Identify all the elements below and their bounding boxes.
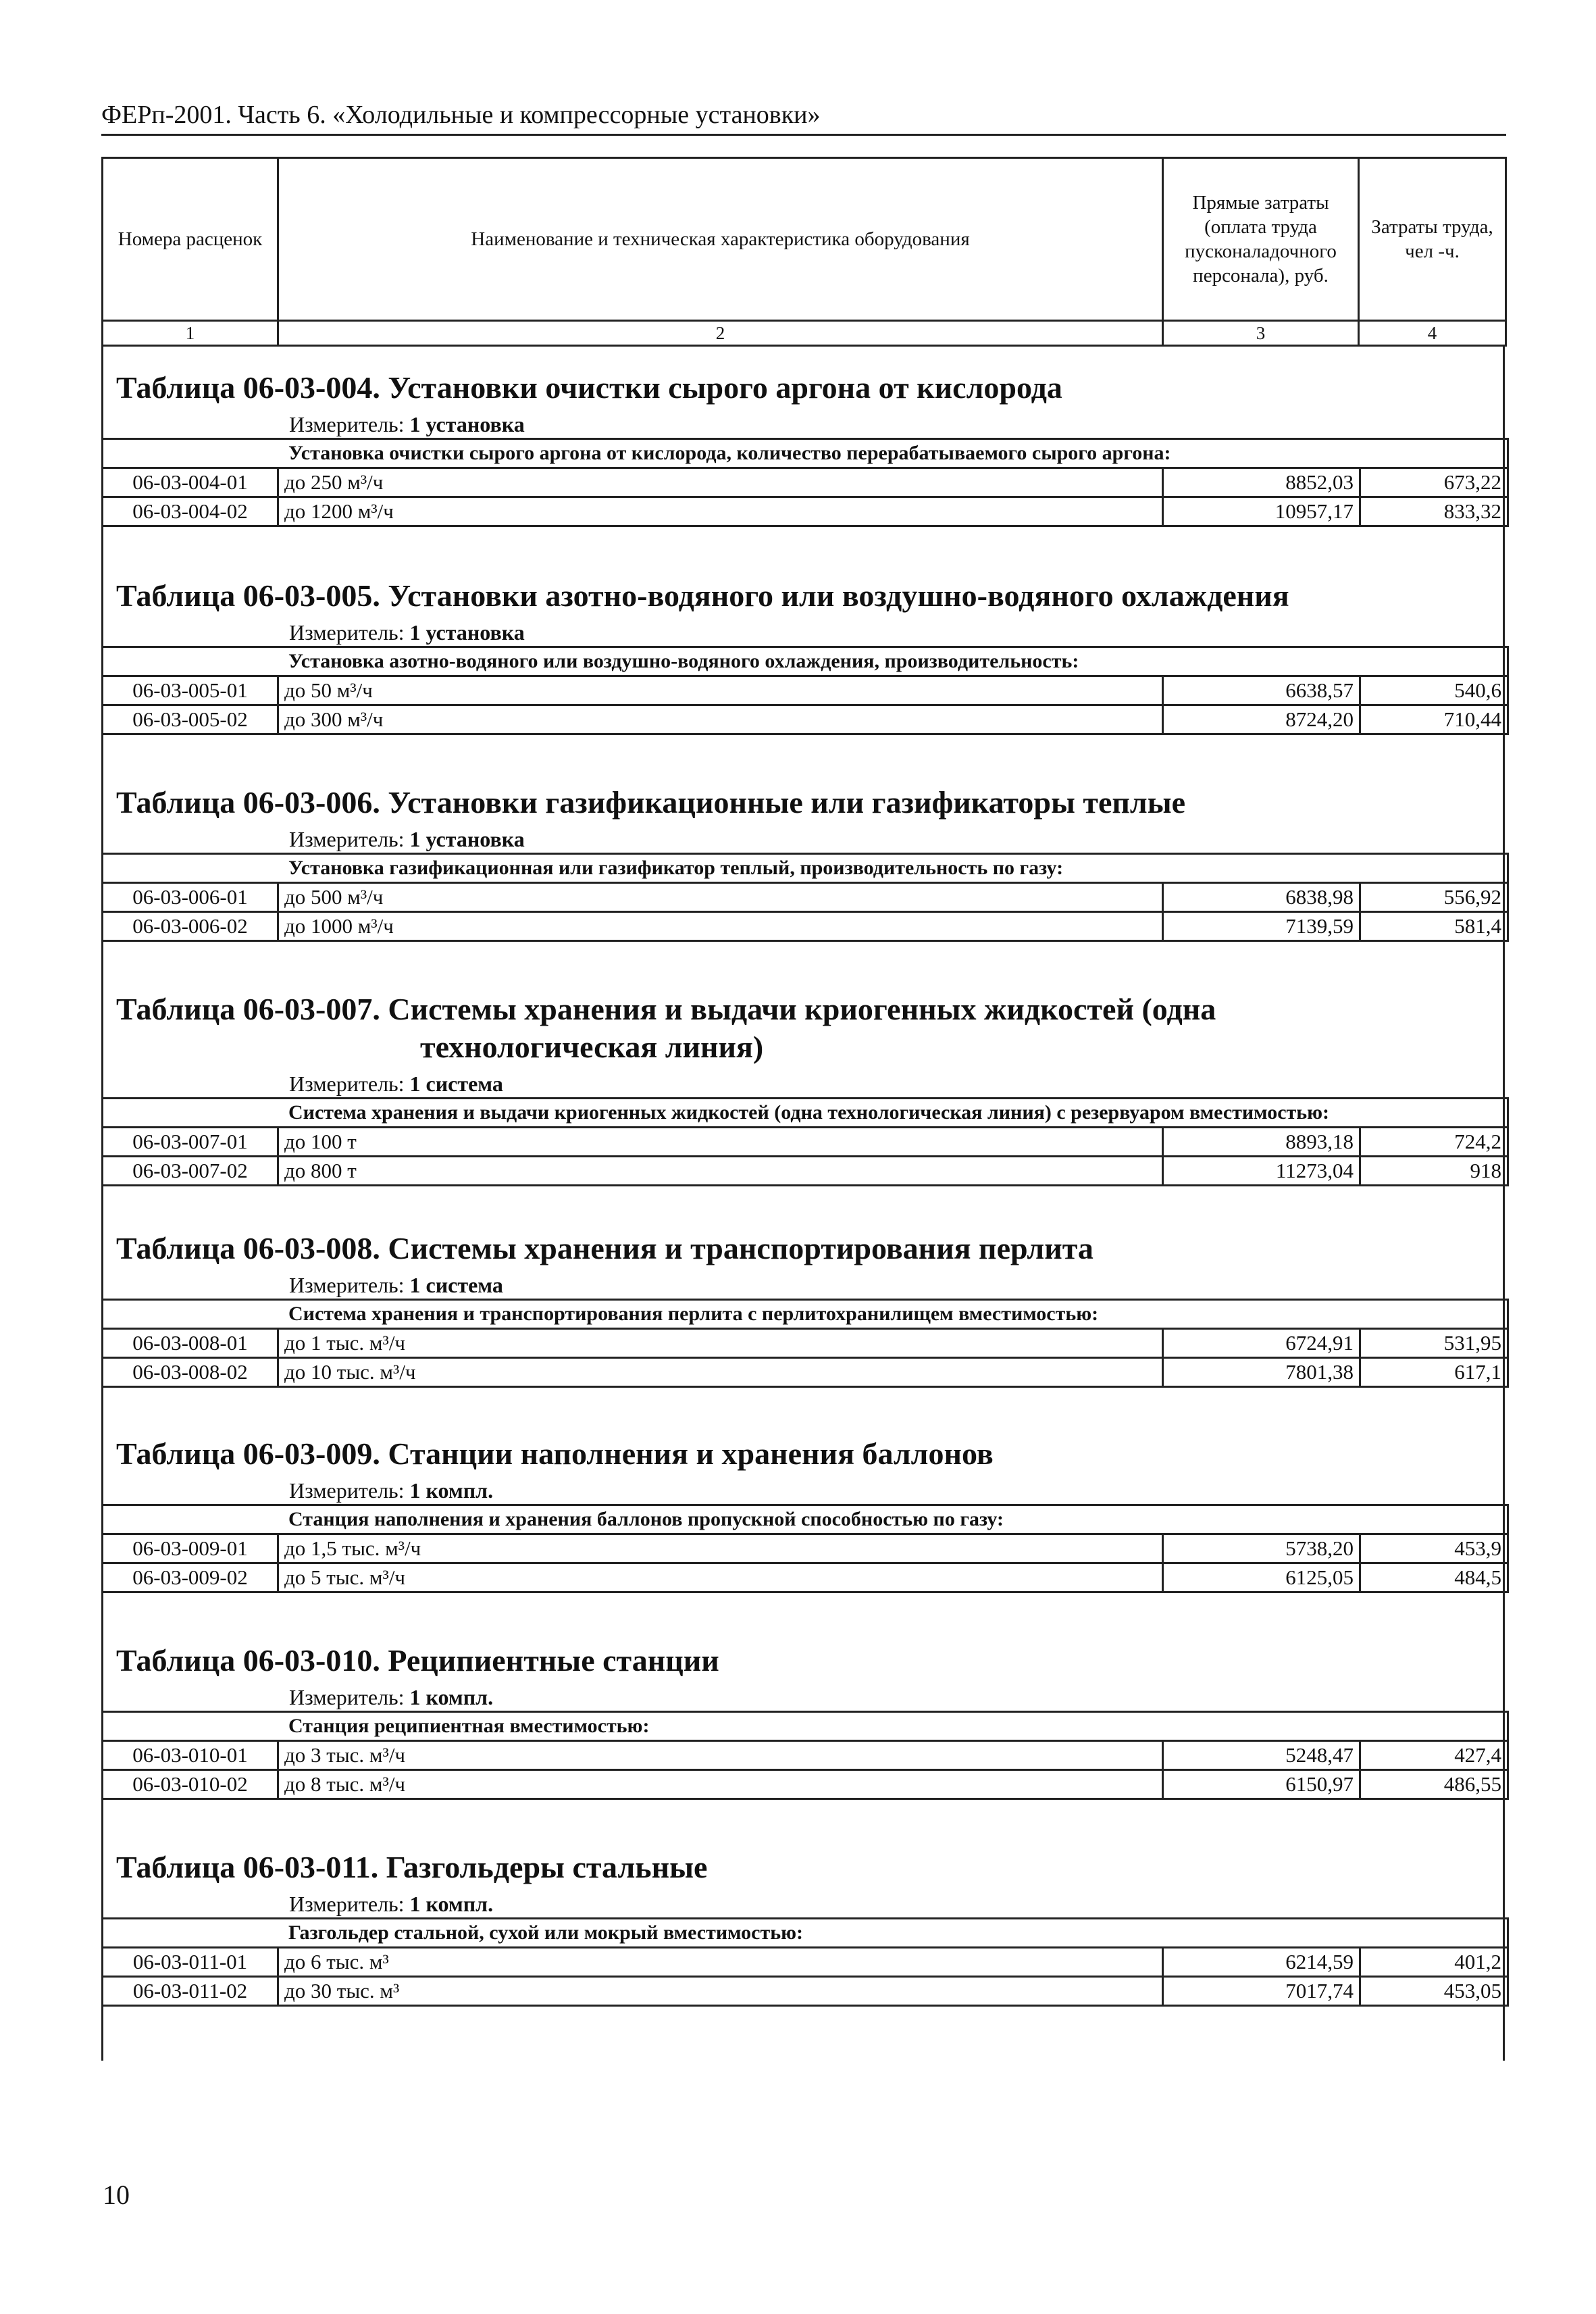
- table-row: [103, 1534, 1508, 1563]
- meter-label: Измеритель:: [289, 620, 405, 645]
- labor-cost: 484,5: [1360, 1563, 1508, 1592]
- table-row: [103, 1563, 1508, 1592]
- meter-line: [101, 1070, 1507, 1097]
- labor-cost: 673,22: [1360, 468, 1508, 497]
- equipment-spec: до 5 тыс. м³/ч: [278, 1563, 1163, 1592]
- labor-cost: 918: [1360, 1157, 1508, 1186]
- section-title-line: Таблица 06-03-005. Установки азотно-водяного или воздушно-водяного охлаждения: [116, 578, 1289, 613]
- labor-cost: 617,1: [1360, 1358, 1508, 1387]
- section-title-line: технологическая линия): [420, 1030, 764, 1064]
- rates-table: [101, 646, 1509, 735]
- rates-table: [101, 1917, 1509, 2007]
- rates-table: [101, 1504, 1509, 1593]
- table-row: [103, 1358, 1508, 1387]
- section-title-line: Таблица 06-03-004. Установки очистки сырого аргона от кислорода: [116, 370, 1062, 405]
- column-number: 1: [103, 321, 278, 346]
- rate-table-section: [101, 1848, 1507, 2007]
- page-number: 10: [103, 2180, 130, 2210]
- group-description: Станция наполнения и хранения баллонов пропускной способностью по газу:: [103, 1505, 1508, 1534]
- meter-line: [101, 1477, 1507, 1504]
- equipment-spec: до 500 м³/ч: [278, 883, 1163, 912]
- meter-unit: 1 установка: [409, 620, 525, 645]
- equipment-spec: до 250 м³/ч: [278, 468, 1163, 497]
- rate-code: 06-03-005-02: [103, 705, 278, 734]
- equipment-spec: до 1000 м³/ч: [278, 912, 1163, 941]
- table-row: [103, 883, 1508, 912]
- equipment-spec: до 3 тыс. м³/ч: [278, 1741, 1163, 1770]
- section-title-line: Таблица 06-03-007. Системы хранения и выдачи криогенных жидкостей (одна: [116, 992, 1216, 1026]
- column-number: 4: [1359, 321, 1506, 346]
- meter-unit: 1 установка: [409, 827, 525, 851]
- group-row: [103, 1099, 1508, 1128]
- section-title: [101, 1642, 1507, 1680]
- group-row: [103, 1505, 1508, 1534]
- labor-cost: 453,05: [1360, 1977, 1508, 2006]
- labor-cost: 710,44: [1360, 705, 1508, 734]
- rates-table: [101, 1711, 1509, 1800]
- rates-content: [101, 345, 1505, 2061]
- meter-unit: 1 система: [409, 1072, 503, 1096]
- labor-cost: 724,2: [1360, 1128, 1508, 1157]
- meter-line: [101, 826, 1507, 853]
- rate-code: 06-03-009-01: [103, 1534, 278, 1563]
- meter-line: [101, 619, 1507, 646]
- section-title-line: Таблица 06-03-006. Установки газификационные или газификаторы теплые: [116, 785, 1186, 820]
- direct-cost: 11273,04: [1163, 1157, 1360, 1186]
- table-row: [103, 1770, 1508, 1799]
- table-row: [103, 676, 1508, 705]
- column-header-direct-costs: Прямые затраты (оплата труда пусконаладочного персонала), руб.: [1163, 158, 1359, 321]
- direct-cost: 8893,18: [1163, 1128, 1360, 1157]
- rates-table: [101, 438, 1509, 527]
- meter-label: Измеритель:: [289, 1892, 405, 1916]
- section-title: [101, 990, 1507, 1066]
- group-row: [103, 1300, 1508, 1329]
- rates-table: [101, 853, 1509, 942]
- labor-cost: 427,4: [1360, 1741, 1508, 1770]
- labor-cost: 401,2: [1360, 1948, 1508, 1977]
- rate-code: 06-03-007-01: [103, 1128, 278, 1157]
- labor-cost: 531,95: [1360, 1329, 1508, 1358]
- rate-table-section: [101, 369, 1507, 527]
- direct-cost: 5248,47: [1163, 1741, 1360, 1770]
- meter-unit: 1 установка: [409, 412, 525, 436]
- direct-cost: 5738,20: [1163, 1534, 1360, 1563]
- rate-code: 06-03-004-01: [103, 468, 278, 497]
- labor-cost: 556,92: [1360, 883, 1508, 912]
- column-number: 2: [278, 321, 1163, 346]
- rate-table-section: [101, 577, 1507, 735]
- section-title: [101, 784, 1507, 822]
- group-description: Система хранения и транспортирования перлита с перлитохранилищем вместимостью:: [103, 1300, 1508, 1329]
- direct-cost: 10957,17: [1163, 497, 1360, 526]
- section-title: [101, 1848, 1507, 1886]
- table-row: [103, 705, 1508, 734]
- direct-cost: 6724,91: [1163, 1329, 1360, 1358]
- rate-code: 06-03-007-02: [103, 1157, 278, 1186]
- meter-line: [101, 411, 1507, 438]
- page-header: ФЕРп-2001. Часть 6. «Холодильные и компрессорные установки»: [101, 100, 1506, 136]
- section-title: [101, 369, 1507, 407]
- section-title: [101, 577, 1507, 615]
- section-title-line: Таблица 06-03-008. Системы хранения и транспортирования перлита: [116, 1231, 1093, 1265]
- meter-line: [101, 1890, 1507, 1917]
- section-title: [101, 1435, 1507, 1473]
- rate-code: 06-03-011-01: [103, 1948, 278, 1977]
- column-number: 3: [1163, 321, 1359, 346]
- group-description: Установка газификационная или газификатор теплый, производительность по газу:: [103, 854, 1508, 883]
- meter-label: Измеритель:: [289, 1478, 405, 1503]
- table-row: [103, 1329, 1508, 1358]
- meter-label: Измеритель:: [289, 1273, 405, 1297]
- group-description: Станция реципиентная вместимостью:: [103, 1712, 1508, 1741]
- table-row: [103, 1157, 1508, 1186]
- direct-cost: 6125,05: [1163, 1563, 1360, 1592]
- column-header-codes: Номера расценок: [103, 158, 278, 321]
- equipment-spec: до 50 м³/ч: [278, 676, 1163, 705]
- table-row: [103, 1977, 1508, 2006]
- table-row: [103, 912, 1508, 941]
- meter-unit: 1 компл.: [409, 1685, 494, 1709]
- table-row: [103, 468, 1508, 497]
- rate-table-section: [101, 1642, 1507, 1800]
- direct-cost: 6838,98: [1163, 883, 1360, 912]
- table-row: [103, 1741, 1508, 1770]
- equipment-spec: до 6 тыс. м³: [278, 1948, 1163, 1977]
- rate-code: 06-03-006-02: [103, 912, 278, 941]
- rates-table: [101, 1097, 1509, 1186]
- column-header-table: [101, 157, 1507, 347]
- equipment-spec: до 1 тыс. м³/ч: [278, 1329, 1163, 1358]
- meter-label: Измеритель:: [289, 1685, 405, 1709]
- table-row: [103, 1128, 1508, 1157]
- rate-table-section: [101, 1435, 1507, 1593]
- labor-cost: 833,32: [1360, 497, 1508, 526]
- direct-cost: 7139,59: [1163, 912, 1360, 941]
- rate-table-section: [101, 1230, 1507, 1388]
- group-description: Газгольдер стальной, сухой или мокрый вместимостью:: [103, 1919, 1508, 1948]
- rate-code: 06-03-004-02: [103, 497, 278, 526]
- rate-table-section: [101, 990, 1507, 1186]
- direct-cost: 6150,97: [1163, 1770, 1360, 1799]
- equipment-spec: до 30 тыс. м³: [278, 1977, 1163, 2006]
- direct-cost: 6214,59: [1163, 1948, 1360, 1977]
- section-title: [101, 1230, 1507, 1267]
- section-title-line: Таблица 06-03-011. Газгольдеры стальные: [116, 1850, 708, 1884]
- direct-cost: 7017,74: [1163, 1977, 1360, 2006]
- equipment-spec: до 100 т: [278, 1128, 1163, 1157]
- labor-cost: 581,4: [1360, 912, 1508, 941]
- group-row: [103, 439, 1508, 468]
- group-row: [103, 854, 1508, 883]
- rate-code: 06-03-006-01: [103, 883, 278, 912]
- direct-cost: 6638,57: [1163, 676, 1360, 705]
- group-row: [103, 1919, 1508, 1948]
- column-header-name: Наименование и техническая характеристика оборудования: [278, 158, 1163, 321]
- meter-unit: 1 компл.: [409, 1892, 494, 1916]
- meter-line: [101, 1272, 1507, 1299]
- group-description: Система хранения и выдачи криогенных жидкостей (одна технологическая линия) с резервуаром вместимостью:: [103, 1099, 1508, 1128]
- equipment-spec: до 1200 м³/ч: [278, 497, 1163, 526]
- table-row: [103, 1948, 1508, 1977]
- table-row: [103, 497, 1508, 526]
- equipment-spec: до 1,5 тыс. м³/ч: [278, 1534, 1163, 1563]
- meter-label: Измеритель:: [289, 827, 405, 851]
- equipment-spec: до 8 тыс. м³/ч: [278, 1770, 1163, 1799]
- group-description: Установка очистки сырого аргона от кислорода, количество перерабатываемого сырого аргона:: [103, 439, 1508, 468]
- equipment-spec: до 300 м³/ч: [278, 705, 1163, 734]
- section-title-line: Таблица 06-03-009. Станции наполнения и хранения баллонов: [116, 1436, 994, 1471]
- meter-unit: 1 компл.: [409, 1478, 494, 1503]
- section-title-line: Таблица 06-03-010. Реципиентные станции: [116, 1643, 719, 1678]
- meter-unit: 1 система: [409, 1273, 503, 1297]
- column-header-labor: Затраты труда, чел -ч.: [1359, 158, 1506, 321]
- labor-cost: 486,55: [1360, 1770, 1508, 1799]
- rate-code: 06-03-008-01: [103, 1329, 278, 1358]
- group-row: [103, 1712, 1508, 1741]
- group-row: [103, 647, 1508, 676]
- group-description: Установка азотно-водяного или воздушно-водяного охлаждения, производительность:: [103, 647, 1508, 676]
- direct-cost: 7801,38: [1163, 1358, 1360, 1387]
- labor-cost: 540,6: [1360, 676, 1508, 705]
- equipment-spec: до 800 т: [278, 1157, 1163, 1186]
- rate-code: 06-03-010-01: [103, 1741, 278, 1770]
- rate-code: 06-03-008-02: [103, 1358, 278, 1387]
- equipment-spec: до 10 тыс. м³/ч: [278, 1358, 1163, 1387]
- direct-cost: 8852,03: [1163, 468, 1360, 497]
- labor-cost: 453,9: [1360, 1534, 1508, 1563]
- direct-cost: 8724,20: [1163, 705, 1360, 734]
- rate-code: 06-03-011-02: [103, 1977, 278, 2006]
- meter-label: Измеритель:: [289, 1072, 405, 1096]
- rate-code: 06-03-009-02: [103, 1563, 278, 1592]
- meter-label: Измеритель:: [289, 412, 405, 436]
- rate-code: 06-03-010-02: [103, 1770, 278, 1799]
- meter-line: [101, 1684, 1507, 1711]
- rate-code: 06-03-005-01: [103, 676, 278, 705]
- rate-table-section: [101, 784, 1507, 942]
- rates-table: [101, 1299, 1509, 1388]
